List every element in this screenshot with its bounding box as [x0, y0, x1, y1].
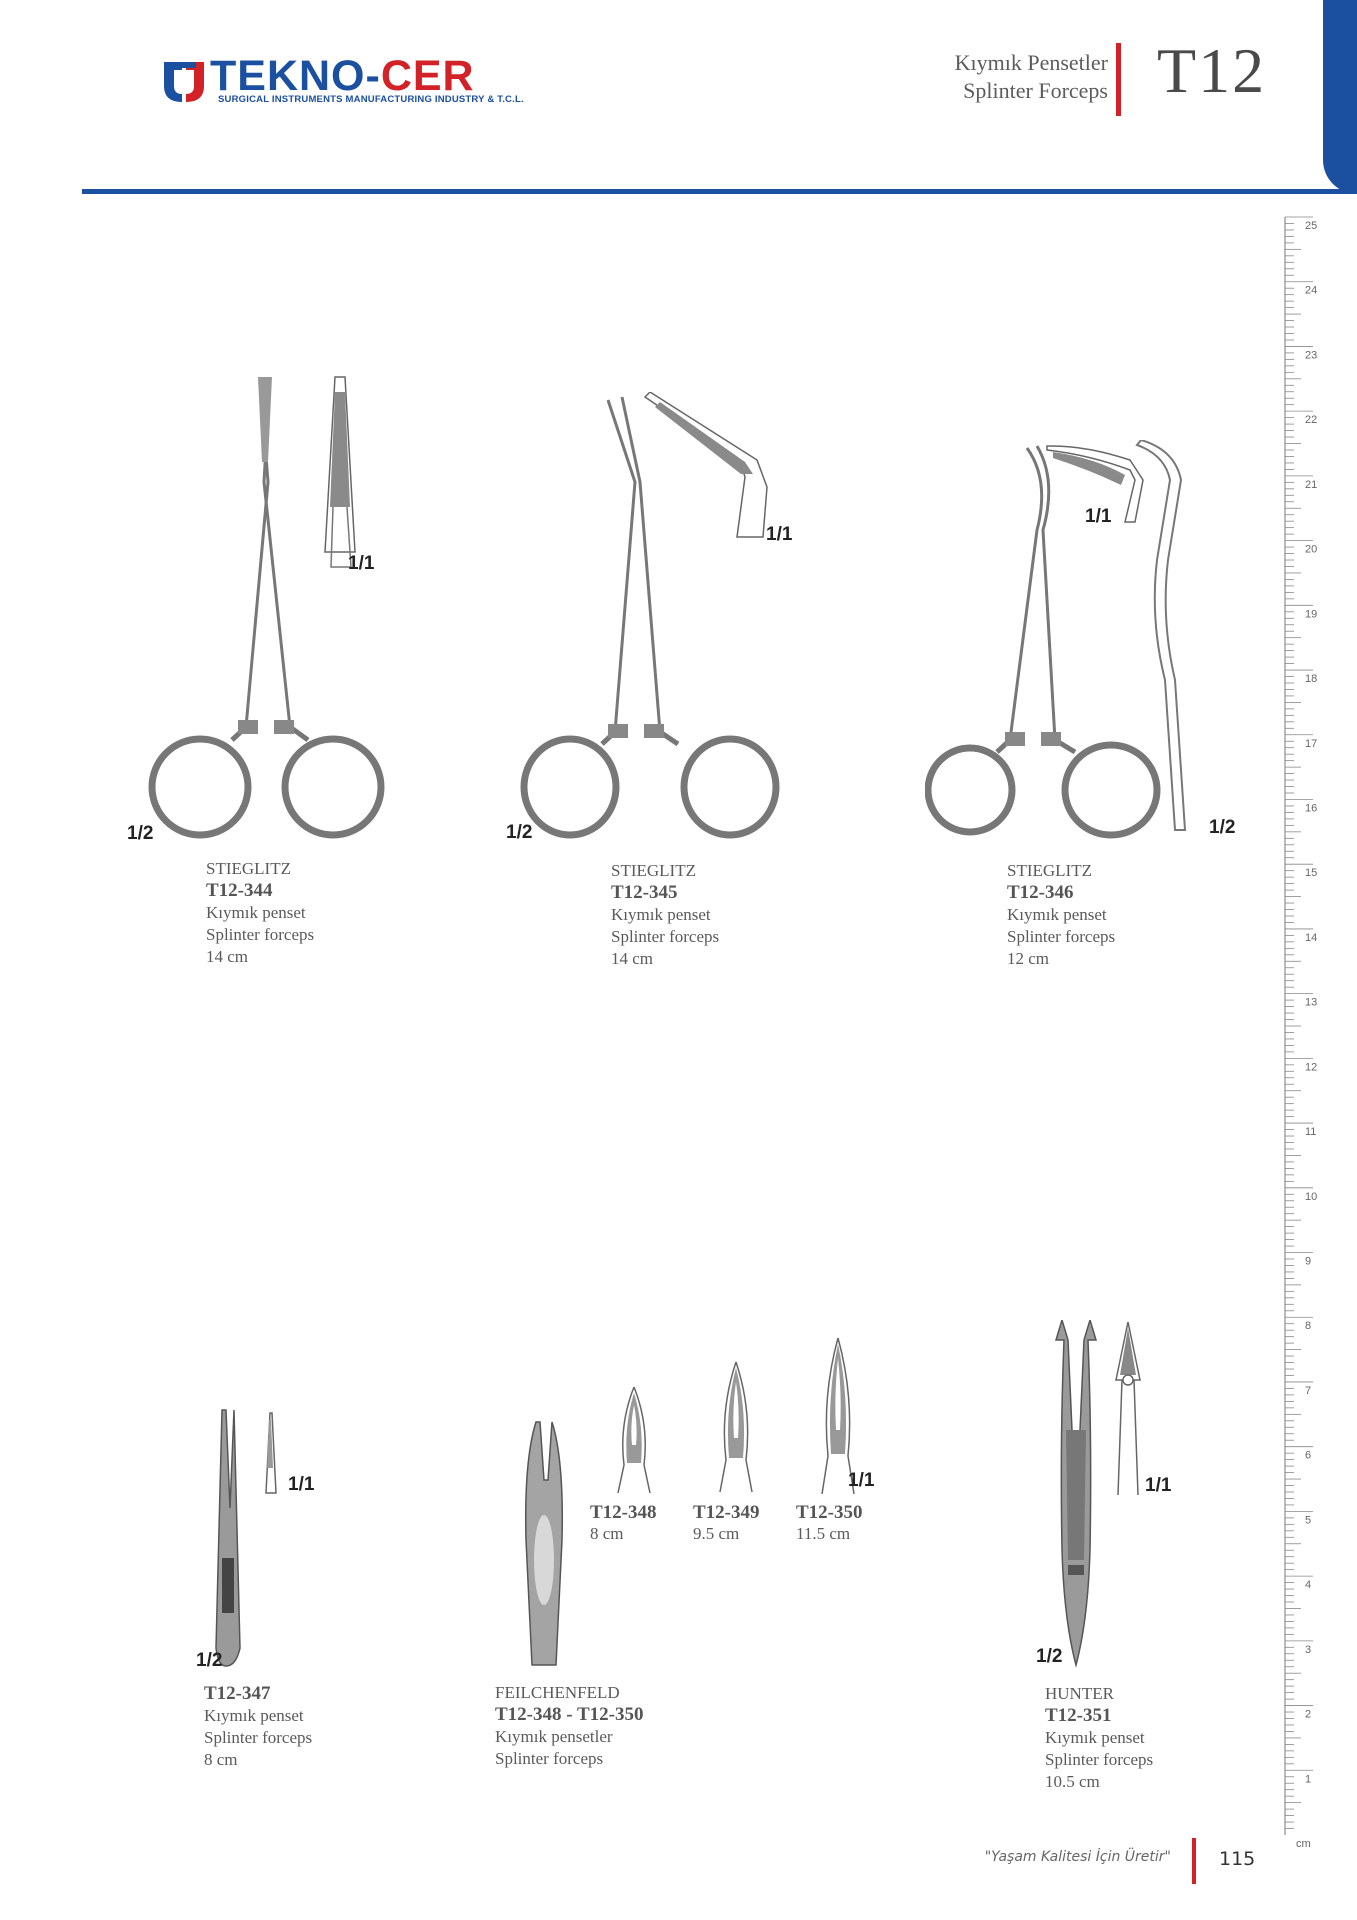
ruler-label: 8 — [1305, 1320, 1312, 1333]
scale-half-t12-351: 1/2 — [1036, 1646, 1063, 1667]
scale-full-t12-346: 1/1 — [1085, 506, 1112, 527]
ruler-label: 23 — [1305, 349, 1318, 362]
scale-half-t12-345: 1/2 — [506, 822, 533, 843]
product-name: STIEGLITZ — [611, 861, 696, 880]
category-title-en: Splinter Forceps — [963, 78, 1108, 103]
product-size: 10.5 cm — [1045, 1772, 1100, 1791]
tweezers-t12-351-image — [1050, 1320, 1150, 1670]
forceps-t12-345-image — [520, 392, 793, 842]
product-name: STIEGLITZ — [1007, 861, 1092, 880]
ruler-label: 2 — [1305, 1708, 1312, 1721]
product-desc-en: Splinter forceps — [204, 1728, 313, 1747]
ruler-label: 1 — [1305, 1773, 1312, 1786]
scale-full-t12-351: 1/1 — [1145, 1475, 1172, 1496]
variant-size: 11.5 cm — [796, 1524, 851, 1543]
tweezers-t12-347-image — [210, 1408, 290, 1670]
ruler-label: 18 — [1305, 673, 1318, 686]
brand-logo-icon — [160, 56, 208, 104]
product-code: T12-345 — [611, 882, 678, 903]
product-desc-en: Splinter forceps — [1007, 927, 1116, 946]
product-t12-345 — [611, 860, 719, 970]
tip-t12-348-image — [604, 1385, 664, 1495]
ruler-label: 5 — [1305, 1514, 1312, 1527]
ruler-label: 24 — [1305, 284, 1318, 297]
variant-t12-348 — [590, 1502, 657, 1544]
product-code: T12-346 — [1007, 882, 1074, 903]
ruler-label: 17 — [1305, 737, 1318, 750]
ruler-label: 9 — [1305, 1255, 1312, 1268]
scale-full-t12-344: 1/1 — [348, 553, 375, 574]
scale-half-t12-344: 1/2 — [127, 823, 154, 844]
ruler-label: 21 — [1305, 478, 1318, 491]
variant-code: T12-348 — [590, 1502, 657, 1523]
product-t12-348-350 — [495, 1682, 643, 1770]
category-divider — [1116, 43, 1121, 116]
variant-size: 8 cm — [590, 1524, 624, 1543]
forceps-t12-346-image — [925, 440, 1215, 840]
ruler-label: 12 — [1305, 1061, 1318, 1074]
product-desc-en: Splinter forceps — [495, 1749, 604, 1768]
ruler-label: 13 — [1305, 996, 1318, 1009]
product-desc-tr: Kıymık penset — [204, 1706, 304, 1725]
category-title — [955, 49, 1108, 105]
footer-divider — [1192, 1838, 1196, 1884]
ruler-label: 22 — [1305, 414, 1318, 427]
ruler-label: 19 — [1305, 608, 1318, 621]
variant-t12-350 — [796, 1502, 863, 1544]
product-size: 14 cm — [611, 949, 654, 968]
product-size: 12 cm — [1007, 949, 1050, 968]
product-desc-tr: Kıymık penset — [1007, 905, 1107, 924]
product-code: T12-347 — [204, 1683, 271, 1704]
product-t12-344 — [206, 858, 314, 968]
ruler-label: 14 — [1305, 931, 1318, 944]
header-rule — [82, 189, 1357, 194]
footer-slogan: "Yaşam Kalitesi İçin Üretir" — [984, 1849, 1171, 1865]
forceps-t12-344-image — [140, 372, 400, 842]
product-name: STIEGLITZ — [206, 859, 291, 878]
variant-size: 9.5 cm — [693, 1524, 740, 1543]
product-desc-tr: Kıymık penset — [206, 903, 306, 922]
brand-subtitle: SURGICAL INSTRUMENTS MANUFACTURING INDUSTRY & T.C.L. — [218, 94, 524, 105]
variant-t12-349 — [693, 1502, 760, 1544]
scale-half-t12-346: 1/2 — [1209, 817, 1236, 838]
tip-t12-349-image — [706, 1360, 766, 1495]
product-code: T12-351 — [1045, 1705, 1112, 1726]
section-code: T12 — [1157, 35, 1267, 106]
scale-full-t12-348: 1/1 — [848, 1470, 875, 1491]
ruler-label: 7 — [1305, 1384, 1312, 1397]
header-corner — [1323, 0, 1357, 194]
product-desc-tr: Kıymık pensetler — [495, 1727, 613, 1746]
ruler-label: 4 — [1305, 1579, 1312, 1592]
ruler-label: 20 — [1305, 543, 1318, 556]
ruler-label: 16 — [1305, 802, 1318, 815]
product-t12-346 — [1007, 860, 1115, 970]
product-desc-tr: Kıymık penset — [611, 905, 711, 924]
ruler-unit: cm — [1296, 1838, 1311, 1850]
centimeter-ruler — [1283, 215, 1323, 1835]
brand-logo — [160, 52, 524, 114]
product-desc-en: Splinter forceps — [1045, 1750, 1154, 1769]
category-title-tr: Kıymık Pensetler — [954, 50, 1108, 75]
product-t12-347 — [204, 1683, 312, 1771]
product-size: 14 cm — [206, 947, 249, 966]
scale-full-t12-345: 1/1 — [766, 524, 793, 545]
product-name: HUNTER — [1045, 1684, 1114, 1703]
ruler-label: 10 — [1305, 1190, 1318, 1203]
product-desc-en: Splinter forceps — [611, 927, 720, 946]
product-code: T12-348 - T12-350 — [495, 1704, 644, 1725]
product-size: 8 cm — [204, 1750, 238, 1769]
brand-name: TEKNO-CER — [210, 52, 475, 100]
scale-full-t12-347: 1/1 — [288, 1474, 315, 1495]
product-code: T12-344 — [206, 880, 273, 901]
scale-half-t12-347: 1/2 — [196, 1650, 223, 1671]
ruler-label: 3 — [1305, 1643, 1312, 1656]
variant-code: T12-350 — [796, 1502, 863, 1523]
variant-code: T12-349 — [693, 1502, 760, 1523]
ruler-label: 11 — [1305, 1126, 1317, 1139]
product-desc-tr: Kıymık penset — [1045, 1728, 1145, 1747]
page-number: 115 — [1219, 1848, 1256, 1870]
ruler-label: 6 — [1305, 1449, 1312, 1462]
tweezers-t12-348-image — [520, 1420, 570, 1670]
product-name: FEILCHENFELD — [495, 1683, 620, 1702]
product-desc-en: Splinter forceps — [206, 925, 315, 944]
ruler-label: 15 — [1305, 867, 1318, 880]
ruler-label: 25 — [1305, 220, 1318, 232]
product-t12-351 — [1045, 1683, 1153, 1793]
